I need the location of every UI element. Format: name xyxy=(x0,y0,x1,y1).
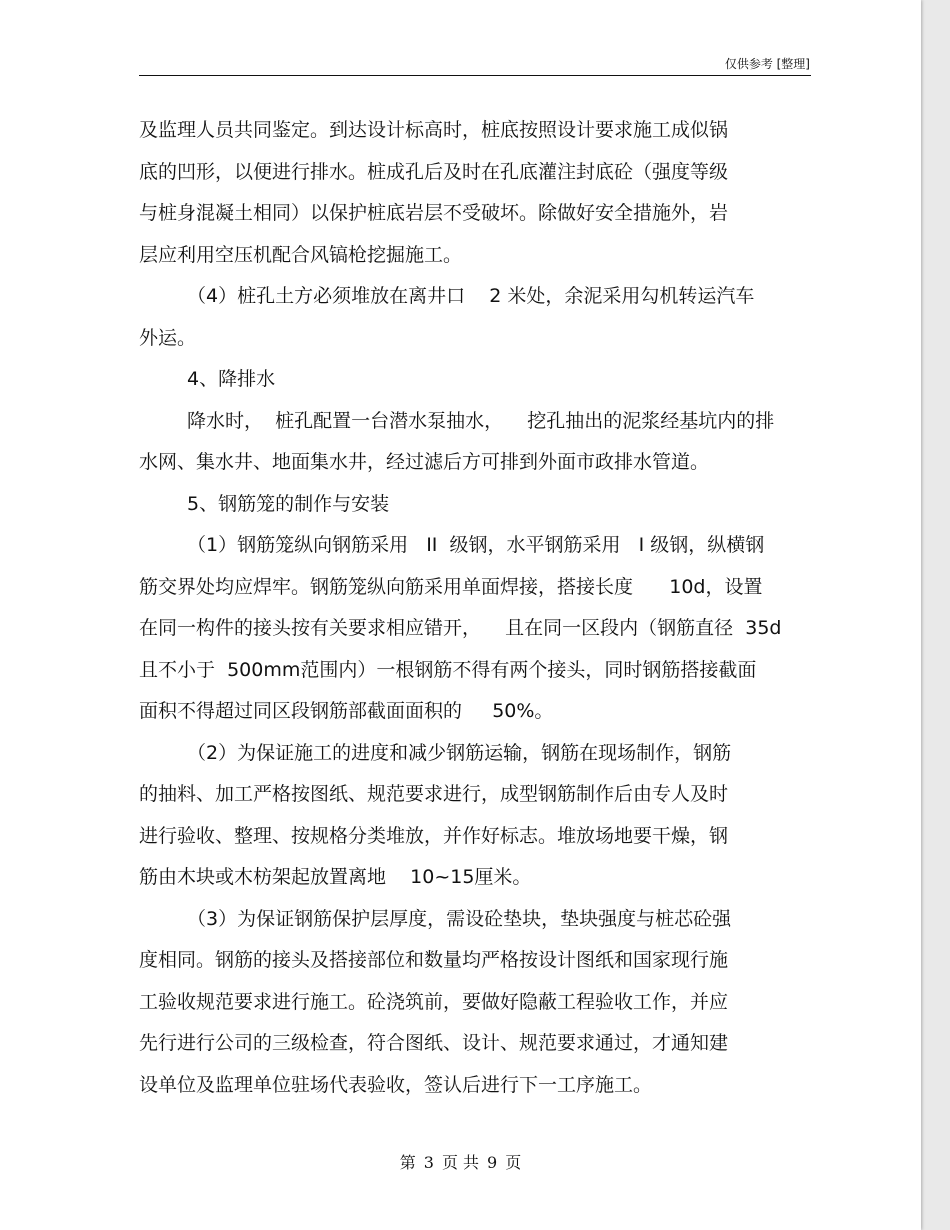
text-line: 进行验收、整理、按规格分类堆放，并作好标志。堆放场地要干燥，钢 xyxy=(139,824,729,847)
text-line: 在同一构件的接头按有关要求相应错开， 且在同一区段内（钢筋直径 35d xyxy=(139,617,782,639)
body-text xyxy=(139,110,819,1106)
text-line: 底的凹形，以便进行排水。桩成孔后及时在孔底灌注封底砼（强度等级 xyxy=(139,160,729,183)
text-line: （2）为保证施工的进度和减少钢筋运输，钢筋在现场制作，钢筋 xyxy=(187,741,732,764)
text-line: 且不小于 500mm范围内）一根钢筋不得有两个接头，同时钢筋搭接截面 xyxy=(139,658,757,681)
section-heading: 5、钢筋笼的制作与安装 xyxy=(187,492,390,515)
text-line: 度相同。钢筋的接头及搭接部位和数量均严格按设计图纸和国家现行施 xyxy=(139,949,729,971)
text-line: 的抽料、加工严格按图纸、规范要求进行，成型钢筋制作后由专人及时 xyxy=(139,783,729,805)
text-line: （3）为保证钢筋保护层厚度，需设砼垫块，垫块强度与桩芯砼强 xyxy=(187,907,732,930)
text-line: （1）钢筋笼纵向钢筋采用 II 级钢，水平钢筋采用 I 级钢，纵横钢 xyxy=(187,534,765,556)
header-note: 仅供参考 [整理] xyxy=(724,57,810,71)
text-line: 与桩身混凝土相同）以保护桩底岩层不受破坏。除做好安全措施外，岩 xyxy=(139,202,729,224)
text-line: 外运。 xyxy=(139,326,197,349)
text-line: 工验收规范要求进行施工。砼浇筑前，要做好隐蔽工程验收工作，并应 xyxy=(139,990,729,1013)
text-line: 筋交界处均应焊牢。钢筋笼纵向筋采用单面焊接，搭接长度 10d，设置 xyxy=(139,575,763,598)
text-line: 面积不得超过同区段钢筋部截面面积的 50%。 xyxy=(139,700,554,722)
text-line: 水网、集水井、地面集水井，经过滤后方可排到外面市政排水管道。 xyxy=(139,451,710,473)
text-line: （4）桩孔土方必须堆放在离井口 2 米处，余泥采用勾机转运汽车 xyxy=(187,285,755,307)
text-line: 先行进行公司的三级检查，符合图纸、设计、规范要求通过，才通知建 xyxy=(139,1032,729,1054)
footer-mid: 页 共 xyxy=(441,1153,480,1172)
footer-prefix: 第 xyxy=(399,1153,416,1172)
text-line: 设单位及监理单位驻场代表验收，签认后进行下一工序施工。 xyxy=(139,1073,653,1096)
text-line: 降水时， 桩孔配置一台潜水泵抽水， 挖孔抽出的泥浆经基坑内的排 xyxy=(187,409,775,432)
text-line: 及监理人员共同鉴定。到达设计标高时，桩底按照设计要求施工成似锅 xyxy=(139,119,729,141)
text-line: 筋由木块或木枋架起放置离地 10~15厘米。 xyxy=(139,866,532,888)
text-line: 层应利用空压机配合风镐枪挖掘施工。 xyxy=(139,243,463,266)
page-total: 9 xyxy=(487,1153,498,1172)
page-number: 3 xyxy=(423,1153,434,1172)
footer-suffix: 页 xyxy=(505,1153,522,1172)
section-heading: 4、降排水 xyxy=(187,368,276,390)
header-rule xyxy=(139,75,811,76)
page-footer xyxy=(0,1150,921,1173)
